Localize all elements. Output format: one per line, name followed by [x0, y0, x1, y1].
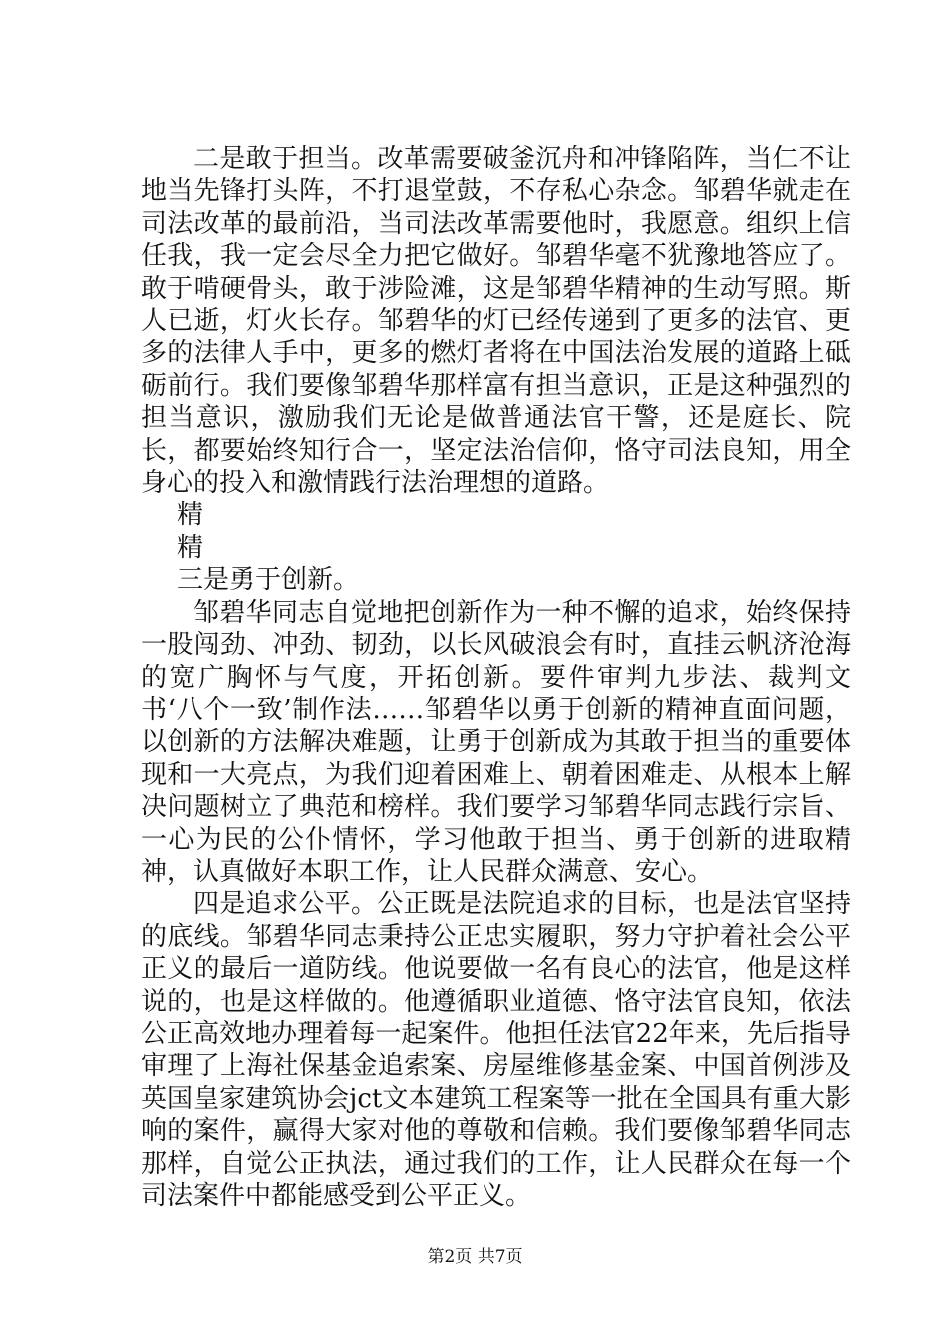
page-number-footer: 第2页 共7页	[427, 1247, 523, 1267]
document-body	[141, 143, 851, 1212]
section-heading-innovation: 三是勇于创新。	[177, 565, 360, 596]
paragraph-pursue-fairness: 四是追求公平。公正既是法院追求的目标，也是法官坚持的底线。邹碧华同志秉持公正忠实履职，努力守护着社会公平正义的最后一道防线。他说要做一名有良心的法官，他是这样说的，也是这样做的。他遵循职业道德、恪守法官良知，依法公正高效地办理着每一起案件。他担任法官22年来，先后指导审理了上海社保基金追索案、房屋维修基金案、中国首例涉及英国皇家建筑协会jct文本建筑工程案等一批在全国具有重大影响的案件，赢得大家对他的尊敬和信赖。我们要像邹碧华同志那样，自觉公正执法，通过我们的工作，让人民群众在每一个司法案件中都能感受到公平正义。	[141, 889, 851, 1211]
stray-character-line: 精	[177, 500, 204, 531]
paragraph-innovation: 邹碧华同志自觉地把创新作为一种不懈的追求，始终保持一股闯劲、冲劲、韧劲，以长风破浪会有时，直挂云帆济沧海的宽广胸怀与气度，开拓创新。要件审判九步法、裁判文书‘八个一致’制作法……邹碧华以勇于创新的精神直面问题，以创新的方法解决难题，让勇于创新成为其敢于担当的重要体现和一大亮点，为我们迎着困难上、朝着困难走、从根本上解决问题树立了典范和榜样。我们要学习邹碧华同志践行宗旨、一心为民的公仆情怀，学习他敢于担当、勇于创新的进取精神，认真做好本职工作，让人民群众满意、安心。	[141, 597, 851, 887]
paragraph-dare-to-take-responsibility: 二是敢于担当。改革需要破釜沉舟和冲锋陷阵，当仁不让地当先锋打头阵，不打退堂鼓，不存私心杂念。邹碧华就走在司法改革的最前沿，当司法改革需要他时，我愿意。组织上信任我，我一定会尽全力把它做好。邹碧华毫不犹豫地答应了。敢于啃硬骨头，敢于涉险滩，这是邹碧华精神的生动写照。斯人已逝，灯火长存。邹碧华的灯已经传递到了更多的法官、更多的法律人手中，更多的燃灯者将在中国法治发展的道路上砥砺前行。我们要像邹碧华那样富有担当意识，正是这种强烈的担当意识，激励我们无论是做普通法官干警，还是庭长、院长，都要始终知行合一，坚定法治信仰，恪守司法良知，用全身心的投入和激情践行法治理想的道路。	[141, 144, 851, 499]
stray-character-line: 精	[177, 532, 204, 563]
